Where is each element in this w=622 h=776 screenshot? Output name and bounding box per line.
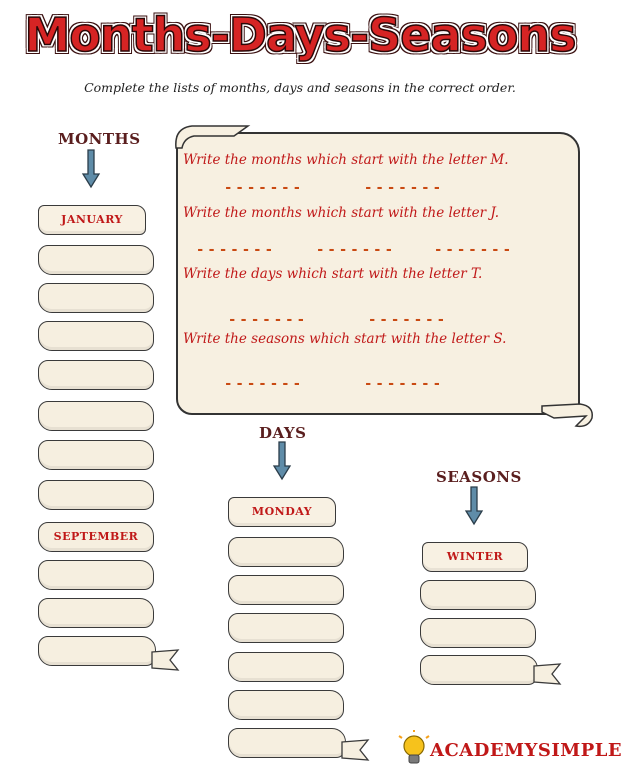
arrow-down-icon (273, 442, 291, 480)
answer-blank[interactable]: ------- (434, 242, 515, 258)
month-ribbon[interactable] (38, 480, 154, 510)
worksheet-title: Months-Days-Seasons (24, 8, 576, 62)
day-ribbon[interactable] (228, 613, 344, 643)
ribbon-label: MONDAY (251, 505, 313, 518)
month-ribbon[interactable] (38, 283, 154, 313)
month-ribbon[interactable] (38, 440, 154, 470)
month-ribbon[interactable] (38, 321, 154, 351)
day-ribbon[interactable] (228, 728, 346, 758)
ribbon-label: SEPTEMBER (53, 530, 139, 543)
months-heading: MONTHS (58, 130, 141, 148)
month-ribbon[interactable] (38, 360, 154, 390)
scroll-curl-bottom (540, 396, 596, 432)
prompt-days-t: Write the days which start with the letter T. (183, 266, 483, 282)
ribbon-tail (340, 738, 370, 764)
answer-blank[interactable]: ------- (316, 242, 397, 258)
month-ribbon[interactable] (38, 522, 154, 552)
answer-blank[interactable]: ------- (368, 312, 449, 328)
answer-blank[interactable]: ------- (224, 180, 305, 196)
answer-blank[interactable]: ------- (364, 180, 445, 196)
answer-blank[interactable]: ------- (224, 376, 305, 392)
answer-blank[interactable]: ------- (364, 376, 445, 392)
month-ribbon[interactable] (38, 205, 146, 235)
arrow-down-icon (82, 150, 100, 188)
ribbon-tail (532, 662, 562, 688)
instructions: Complete the lists of months, days and seasons in the correct order. (84, 80, 516, 95)
ribbon-tail (150, 648, 180, 674)
day-ribbon[interactable] (228, 690, 344, 720)
month-ribbon[interactable] (38, 245, 154, 275)
ribbon-label: WINTER (446, 550, 504, 563)
prompt-seasons-s: Write the seasons which start with the letter S. (183, 331, 507, 347)
scroll-curl-top (172, 122, 252, 150)
day-ribbon[interactable] (228, 652, 344, 682)
arrow-down-icon (465, 487, 483, 525)
season-ribbon[interactable] (422, 542, 528, 572)
month-ribbon[interactable] (38, 560, 154, 590)
season-ribbon[interactable] (420, 655, 538, 685)
prompt-months-j: Write the months which start with the letter J. (183, 205, 500, 221)
season-ribbon[interactable] (420, 580, 536, 610)
day-ribbon[interactable] (228, 537, 344, 567)
prompt-months-m: Write the months which start with the letter M. (183, 152, 509, 168)
days-heading: DAYS (259, 424, 307, 442)
month-ribbon[interactable] (38, 401, 154, 431)
day-ribbon[interactable] (228, 497, 336, 527)
month-ribbon[interactable] (38, 598, 154, 628)
day-ribbon[interactable] (228, 575, 344, 605)
ribbon-label: JANUARY (61, 213, 123, 226)
answer-blank[interactable]: ------- (228, 312, 309, 328)
seasons-heading: SEASONS (436, 468, 522, 486)
brand-logo-text: ACADEMYSIMPLE (430, 740, 622, 761)
answer-blank[interactable]: ------- (196, 242, 277, 258)
month-ribbon[interactable] (38, 636, 156, 666)
season-ribbon[interactable] (420, 618, 536, 648)
